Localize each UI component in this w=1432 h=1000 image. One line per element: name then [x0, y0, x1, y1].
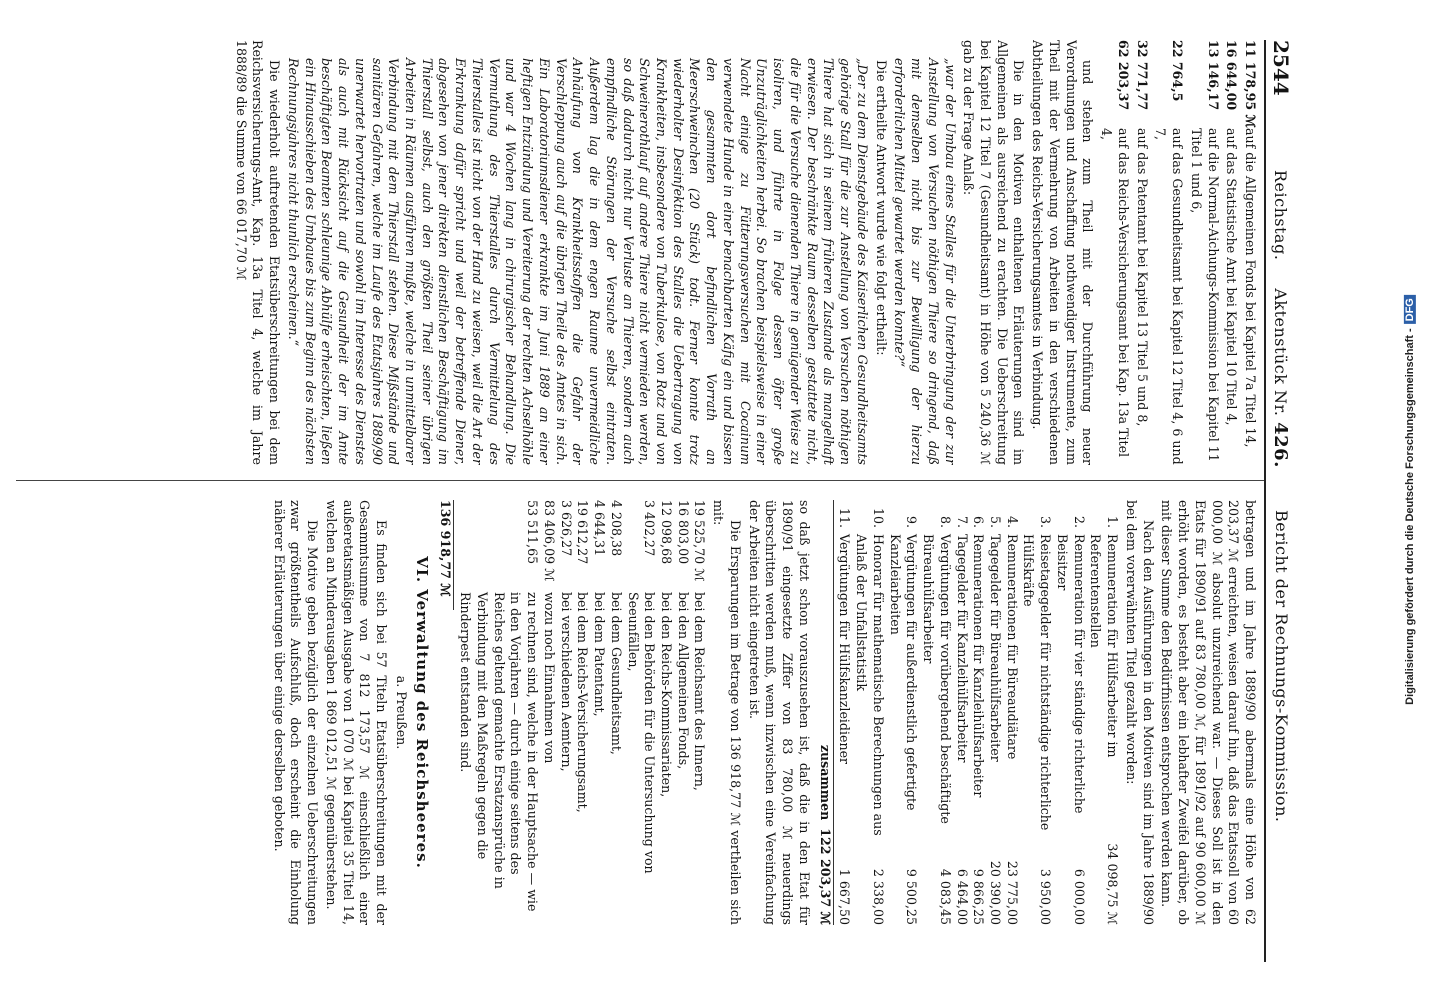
item-number: 5.	[987, 515, 1003, 528]
page-header	[1264, 40, 1300, 962]
allocation-row	[1133, 40, 1150, 465]
paragraph: Die in den Motiven enthaltenen Erläuterungen sind im Allgemeinen als ausreichend zu erachten. Die Ueberschreitung bei Kapitel 12 Titel 7 (Gesundheitsamt) in Höhe von 5 240,36 ℳ gab zu der Frage Anlaß:	[961, 40, 1027, 465]
allocation-amount: 16 644,00	[1224, 40, 1240, 111]
paragraph: Die wiederholt auftretenden Etatsüberschreitungen bei dem Reichsversicherungs-Amt, Kap. 13a Titel 4, welche im Jahre 1888/89 die Summe von 66 017,70 ℳ	[233, 40, 283, 465]
savings-total: 136 918,77 ℳ	[437, 500, 455, 610]
allocation-text: auf das Reichs-Versicherungsamt bei Kap. 13a Titel 4,	[1099, 128, 1131, 458]
item-number: 8.	[937, 515, 953, 528]
item-value: 34 098,75 ℳ	[1105, 843, 1121, 925]
savings-amount: 16 803,00	[675, 500, 691, 565]
item-description: Remunerationen für Kanzleihülfsarbeiter	[971, 534, 987, 798]
answer-quote: „Der zu dem Dienstgebäude des Kaiserlichen Gesundheitsamts gehörige Stall für die zur Anstellung von Versuchen nöthigen Thiere hat sich in seinem früheren Zustande als mangelhaft erwiesen. Der beschränkte Raum desselben gestattete nicht, die für die Versuche dienenden Thiere in genügender Weise zu isoliren, und führte in Folge dessen öfter große Unzuträglichkeiten herbei. So brachen beispielsweise in einer Nacht einige zu Fütterungsversuchen mit Cocainum verwendete Hunde in einer benachbarten Käfig ein und bissen den gesammten dort befindlichen Vorrath an Meerschweinchen (20 Stück) todt. Ferner konnte trotz wiederholter Desinfektion des Stalles die Uebertragung von Krankheiten, insbesondere von Tuberkulose, von Rotz und von Schweinerothlauf auf andere Thiere nicht vermieden werden, so daß dadurch nicht nur Verluste an Thieren, sondern auch empfindliche Störungen der Versuche selbst eintraten. Außerdem lag die in dem engen Raume unvermeidliche Anhäufung von Krankheitsstoffen die Gefahr der Verschleppung auch auf die übrigen Theile des Amtes in sich. Ein Laboratoriumsdiener erkrankte im Juni 1889 an einer heftigen Entzündung und Vereiterung der rechten Achselhöhle und war 4 Wochen lang in chirurgischer Behandlung. Die Vermuthung des Thierstalles durch Vermittelung des Thierstalles ist nicht von der Hand zu weisen, weil die Art der Erkrankung dafür spricht und weil der betreffende Diener, abgesehen von jener direkten dienstlichen Beschäftigung im Thierstall selbst, auch den größten Theil seiner übrigen Arbeiten in Räumen ausführen mußte, welche in unmittelbarer Verbindung mit dem Thierstall stehen. Diese Mißstände und sanitären Gefahren, welche im Laufe des Etatsjahres 1889/90 unerwartet hervortraten und sowohl im Interesse des Dienstes als auch mit Rücksicht auf die Gesundheit der im Amte beschäftigten Beamten schleunige Abhülfe erheischten, ließen ein Hinausschieben des Umbaues bis zum Beginn des nächsten Rechnungsjahres nicht thunlich erscheinen.“	[285, 58, 870, 465]
item-value: 20 390,00	[987, 860, 1003, 925]
savings-text: bei dem Reichsamt des Innern,	[692, 592, 708, 791]
item-number: 3.	[1038, 515, 1054, 528]
payment-item	[836, 500, 853, 925]
savings-list	[456, 500, 707, 925]
payment-item	[970, 500, 987, 925]
savings-text: bei verschiedenen Aemtern,	[558, 592, 574, 772]
payment-item	[953, 500, 970, 925]
savings-text: bei den Reichs-Kommissariaten,	[659, 592, 675, 798]
savings-text: bei den Behörden für die Untersuchung von Seeunfällen,	[625, 592, 658, 874]
savings-amount: 53 511,65	[525, 500, 541, 565]
payment-item	[1087, 500, 1120, 925]
section-heading: VI. Verwaltung des Reichsheeres.	[412, 556, 431, 869]
item-description: Vergütungen für Hülfskanzleidiener	[837, 534, 853, 765]
page-number: 2544	[1269, 40, 1293, 96]
item-description: Tagegelder für Büreauhülfsarbeiter	[987, 534, 1003, 762]
allocation-text: auf die Allgemeinen Fonds bei Kapitel 7a Titel 14,	[1243, 128, 1258, 448]
header-title	[1268, 170, 1292, 468]
allocation-row	[1152, 40, 1185, 465]
allocation-amount: 62 203,37	[1115, 40, 1131, 111]
sum-label: zusammen	[817, 744, 833, 821]
item-number: 9.	[904, 515, 920, 528]
item-value: 9 866,25	[971, 868, 987, 925]
savings-amount: 3 402,27	[642, 500, 658, 557]
savings-amount: 3 626,27	[558, 500, 574, 557]
savings-row	[590, 500, 607, 925]
savings-row	[456, 500, 540, 925]
header-title-mid: Aktenstück Nr.	[1271, 288, 1290, 417]
payment-item	[919, 500, 952, 925]
savings-amount: 83 406,09 ℳ	[541, 500, 557, 582]
savings-text: bei dem Reichs-Versicherungsamt,	[575, 592, 591, 813]
savings-row	[574, 500, 591, 925]
payment-item	[886, 500, 919, 925]
payment-items-list	[836, 500, 1120, 925]
savings-text: bei dem Gesundheitsamt,	[608, 592, 624, 755]
payment-item	[1003, 500, 1020, 925]
header-title-left: Reichstag.	[1271, 170, 1290, 261]
item-description: Vergütungen für vorübergehend beschäftigte Büreauhülfsarbeiter	[921, 534, 953, 824]
item-number: 4.	[1004, 515, 1020, 528]
savings-amount: 4 644,31	[592, 500, 608, 557]
savings-amount: 19 525,70 ℳ	[692, 500, 708, 582]
allocation-row	[1097, 40, 1130, 465]
item-description: Reisetagegelder für nichtständige richterliche Hülfskräfte	[1021, 534, 1054, 831]
allocation-list	[1097, 40, 1258, 465]
item-number: 10.	[870, 507, 886, 528]
item-description: Remuneration für vier ständige richterliche Beisitzer	[1054, 534, 1087, 814]
item-description: Tagegelder für Kanzleihülfsarbeiter	[954, 534, 970, 763]
item-number: 6.	[971, 515, 987, 528]
paragraph: Die ertheilte Antwort wurde wie folgt ertheilt:	[873, 60, 889, 356]
item-number: 2.	[1071, 515, 1087, 528]
savings-text: bei dem Patentamt,	[592, 592, 608, 717]
allocation-text: auf die Normal-Aichungs-Kommission bei Kapitel 11 Titel 1 und 6,	[1188, 128, 1221, 462]
paragraph: Nach den Ausführungen in den Motiven sind im Jahre 1889/90 bei dem vorerwähnten Titel gezahlt worden:	[1123, 500, 1156, 925]
right-column	[16, 500, 1258, 925]
question-quote: „war der Umbau eines Stalles für die Unterbringung der zur Anstellung von Versuchen nöthigen Thiere so dringend, daß mit demselben nicht bis zur Bewilligung der hierzu erforderlichen Mittel gewartet werden konnte?“	[892, 58, 958, 465]
item-value: 3 950,00	[1038, 868, 1054, 925]
savings-row	[607, 500, 624, 925]
savings-row	[674, 500, 691, 925]
savings-amount: 19 612,27	[575, 500, 591, 565]
paragraph: betragen und im Jahre 1889/90 abermals eine Höhe von 62 203,37 ℳ erreichten, weisen darauf hin, daß das Etatssoll von 60 000,00 ℳ absolut unzureichend war. — Dieses Soll ist in den Etats für 1890/91 auf 83 780,00 ℳ, für 1891/92 auf 90 600,00 ℳ erhöht worden, es besteht aber ein lebhafter Zweifel darüber, ob mit dieser Summe den Bedürfnissen entsprochen werden kann.	[1159, 500, 1258, 925]
paragraph: so daß jetzt schon vorauszusehen ist, daß die in den Etat für 1890/91 eingesetzte Ziffer von 83 780,00 ℳ neuerdings überschritten werden muß, wenn inzwischen eine Vereinfachung der Arbeiten nicht eingetreten ist.	[746, 500, 812, 925]
allocation-amount: 32 771,77	[1134, 40, 1150, 111]
allocation-text: auf das Statistische Amt bei Kapitel 10 Titel 4,	[1224, 128, 1240, 426]
savings-row	[657, 500, 674, 925]
allocation-row	[1241, 40, 1258, 465]
savings-text: wozu noch Einnahmen von	[541, 592, 557, 764]
payment-item	[852, 500, 885, 925]
item-value: 9 500,25	[904, 868, 920, 925]
savings-row	[624, 500, 657, 925]
savings-text: bei den Allgemeinen Fonds,	[675, 592, 691, 770]
item-description: Vergütungen für außerdienstlich gefertigte Kanzleiarbeiten	[887, 534, 920, 811]
item-value: 2 338,00	[870, 868, 886, 925]
savings-amount: 4 208,38	[608, 500, 624, 557]
credit-text: Digitalisierung gefördert durch die Deutsche Forschungsgemeinschaft -	[1404, 328, 1416, 705]
digitization-credit	[1400, 20, 1420, 980]
item-number: 11.	[837, 507, 853, 528]
item-value: 1 667,50	[837, 868, 853, 925]
paragraph: Die Motive geben bezüglich der einzelnen Ueberschreitungen zwar größtentheils Aufschluß, doch erscheint die Einholung näherer Erläuterungen über einige derselben geboten.	[271, 500, 321, 925]
left-column	[16, 40, 1258, 465]
item-value: 6 464,00	[954, 868, 970, 925]
savings-row	[691, 500, 708, 925]
header-title-right: Bericht der Rechnungs-Kommission.	[1272, 510, 1291, 823]
item-value: 4 083,45	[937, 868, 953, 925]
item-value: 23 775,00	[1004, 860, 1020, 925]
item-description: Remuneration für Hülfsarbeiter im Referentenstellen	[1088, 534, 1121, 758]
savings-row	[540, 500, 557, 925]
sum-row	[816, 500, 834, 925]
allocation-text: auf das Gesundheitsamt bei Kapitel 12 Titel 4, 6 und 7,	[1153, 128, 1186, 465]
payment-item	[1020, 500, 1053, 925]
payment-item	[1053, 500, 1086, 925]
savings-text: zu rechnen sind, welche in der Hauptsache — wie in den Vorjahren — durch einige seitens des Reiches geltend gemachte Ersatzansprüche in Verbindung mit den Maßregeln gegen die Rinderpest entstanden sind.	[458, 592, 541, 912]
column-divider	[16, 480, 1264, 481]
item-value: 6 000,00	[1071, 868, 1087, 925]
paragraph: und stehen zum Theil mit der Durchführung neuer Verordnungen und Anschaffung nothwendiger Instrumente, zum Theil mit der Vermehrung von Arbeiten in den verschiedenen Abtheilungen des Reichs-Versicherungsamtes in Verbindung.	[1030, 40, 1096, 465]
item-description: Remunerationen für Büreaudiätare	[1004, 534, 1020, 760]
dfg-logo: DFG	[1404, 295, 1416, 324]
item-number: 1.	[1105, 515, 1121, 528]
paragraph: Es finden sich bei 57 Titeln Etatsüberschreitungen mit der Gesammtsumme von 7 812 173,57 ℳ einschließlich einer außeretatsmäßigen Ausgabe von 1 070 ℳ bei Kapitel 35 Titel 14, welchen an Minderausgaben 1 869 012,51 ℳ gegenüberstehen.	[323, 500, 390, 925]
subsection-heading: a. Preußen.	[393, 675, 409, 750]
savings-amount: 12 098,68	[659, 500, 675, 565]
allocation-amount: 11 178,95 ℳ	[1243, 40, 1258, 128]
allocation-amount: 13 146,17	[1205, 40, 1221, 111]
header-doc-number: 426.	[1270, 422, 1291, 468]
item-number: 7.	[954, 515, 970, 528]
item-description: Honorar für mathematische Berechnungen aus Anlaß der Unfallstatistik	[854, 534, 886, 836]
allocation-row	[1187, 40, 1220, 465]
sum-value: 122 203,37 ℳ	[817, 828, 833, 925]
paragraph: Die Ersparungen im Betrage von 136 918,77 ℳ vertheilen sich mit:	[711, 500, 743, 925]
savings-row	[557, 500, 574, 925]
allocation-row	[1223, 40, 1240, 465]
allocation-amount: 22 764,5	[1170, 40, 1186, 102]
payment-item	[986, 500, 1003, 925]
allocation-text: auf das Patentamt bei Kapitel 13 Titel 5 und 8,	[1134, 128, 1150, 427]
